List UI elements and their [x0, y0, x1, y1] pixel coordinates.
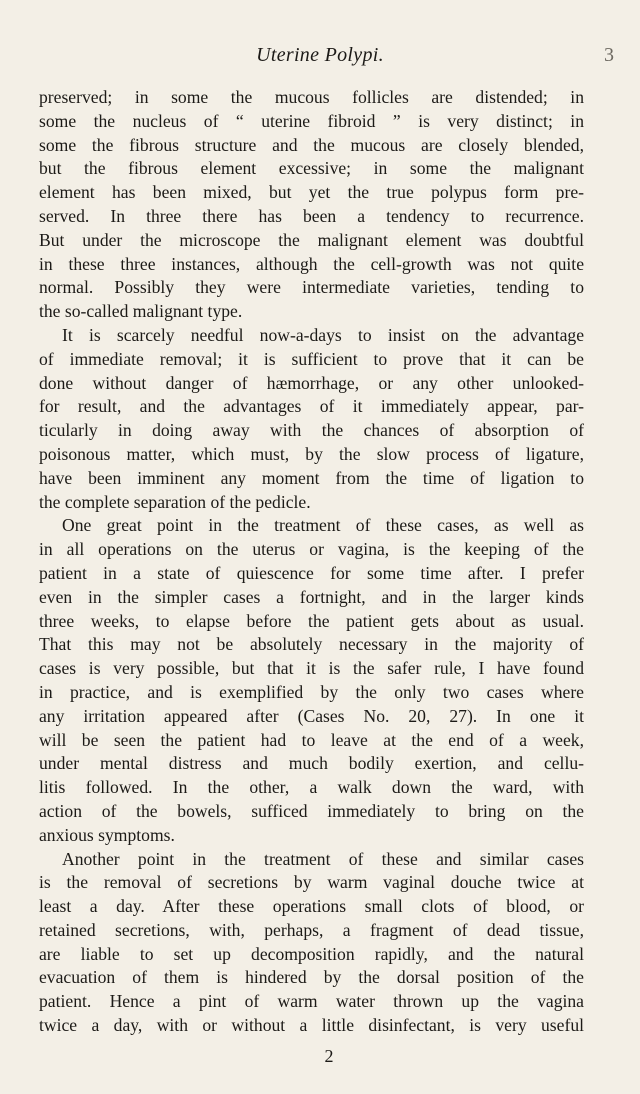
- text-line: any irritation appeared after (Cases No. 20, 27). In one it: [39, 705, 584, 726]
- text-line: That this may not be absolutely necessary in the majority of: [39, 634, 584, 655]
- text-line: in these three instances, although the cell-growth was not quite: [39, 253, 584, 274]
- text-line: but the fibrous element excessive; in some the malignant: [39, 158, 584, 179]
- paragraph-start-line: Another point in the treatment of these and similar cases: [62, 848, 584, 869]
- text-line: least a day. After these operations small clots of blood, or: [39, 896, 584, 917]
- text-line: even in the simpler cases a fortnight, and in the larger kinds: [39, 586, 584, 607]
- text-line: cases is very possible, but that it is the safer rule, I have found: [39, 658, 584, 679]
- text-line: patient in a state of quiescence for some time after. I prefer: [39, 562, 584, 583]
- text-line: patient. Hence a pint of warm water thrown up the vagina: [39, 991, 584, 1012]
- text-line: under mental distress and much bodily exertion, and cellu-: [39, 753, 584, 774]
- text-line: served. In three there has been a tendency to recurrence.: [39, 205, 584, 226]
- running-head: [0, 44, 640, 74]
- text-line: anxious symptoms.: [39, 824, 175, 845]
- text-line: evacuation of them is hindered by the dorsal position of the: [39, 967, 584, 988]
- text-line: in practice, and is exemplified by the only two cases where: [39, 681, 584, 702]
- text-line: the complete separation of the pedicle.: [39, 491, 311, 512]
- signature-mark: 2: [324, 1046, 334, 1066]
- text-line: element has been mixed, but yet the true polypus form pre-: [39, 182, 584, 203]
- text-line: are liable to set up decomposition rapidly, and the natural: [39, 943, 584, 964]
- text-line: will be seen the patient had to leave at the end of a week,: [39, 729, 584, 750]
- text-line: some the nucleus of “ uterine fibroid ” is very distinct; in: [39, 110, 584, 131]
- text-line: of immediate removal; it is sufficient to prove that it can be: [39, 348, 584, 369]
- body-text: [39, 86, 584, 1038]
- text-line: twice a day, with or without a little disinfectant, is very useful: [39, 1015, 584, 1036]
- text-line: three weeks, to elapse before the patient gets about as usual.: [39, 610, 584, 631]
- text-line: litis followed. In the other, a walk down the ward, with: [39, 777, 584, 798]
- text-line: retained secretions, with, perhaps, a fragment of dead tissue,: [39, 919, 584, 940]
- paragraph-start-line: It is scarcely needful now-a-days to insist on the advantage: [62, 324, 584, 345]
- text-line: for result, and the advantages of it immediately appear, par-: [39, 396, 584, 417]
- text-line: ticularly in doing away with the chances of absorption of: [39, 420, 584, 441]
- text-line: action of the bowels, sufficed immediately to bring on the: [39, 800, 584, 821]
- text-line: the so-called malignant type.: [39, 301, 243, 322]
- text-line: normal. Possibly they were intermediate varieties, tending to: [39, 277, 584, 298]
- text-line: But under the microscope the malignant element was doubtful: [39, 229, 584, 250]
- text-line: in all operations on the uterus or vagina, is the keeping of the: [39, 539, 584, 560]
- text-line: preserved; in some the mucous follicles are distended; in: [39, 87, 584, 107]
- running-head-title: Uterine Polypi.: [256, 44, 384, 66]
- text-line: done without danger of hæmorrhage, or any other unlooked-: [39, 372, 584, 393]
- text-line: poisonous matter, which must, by the slow process of ligature,: [39, 443, 584, 464]
- text-line: is the removal of secretions by warm vaginal douche twice at: [39, 872, 584, 893]
- paragraph-start-line: One great point in the treatment of these cases, as well as: [62, 515, 584, 536]
- page-number: 3: [604, 44, 614, 66]
- text-line: have been imminent any moment from the time of ligation to: [39, 467, 584, 488]
- text-line: some the fibrous structure and the mucous are closely blended,: [39, 134, 584, 155]
